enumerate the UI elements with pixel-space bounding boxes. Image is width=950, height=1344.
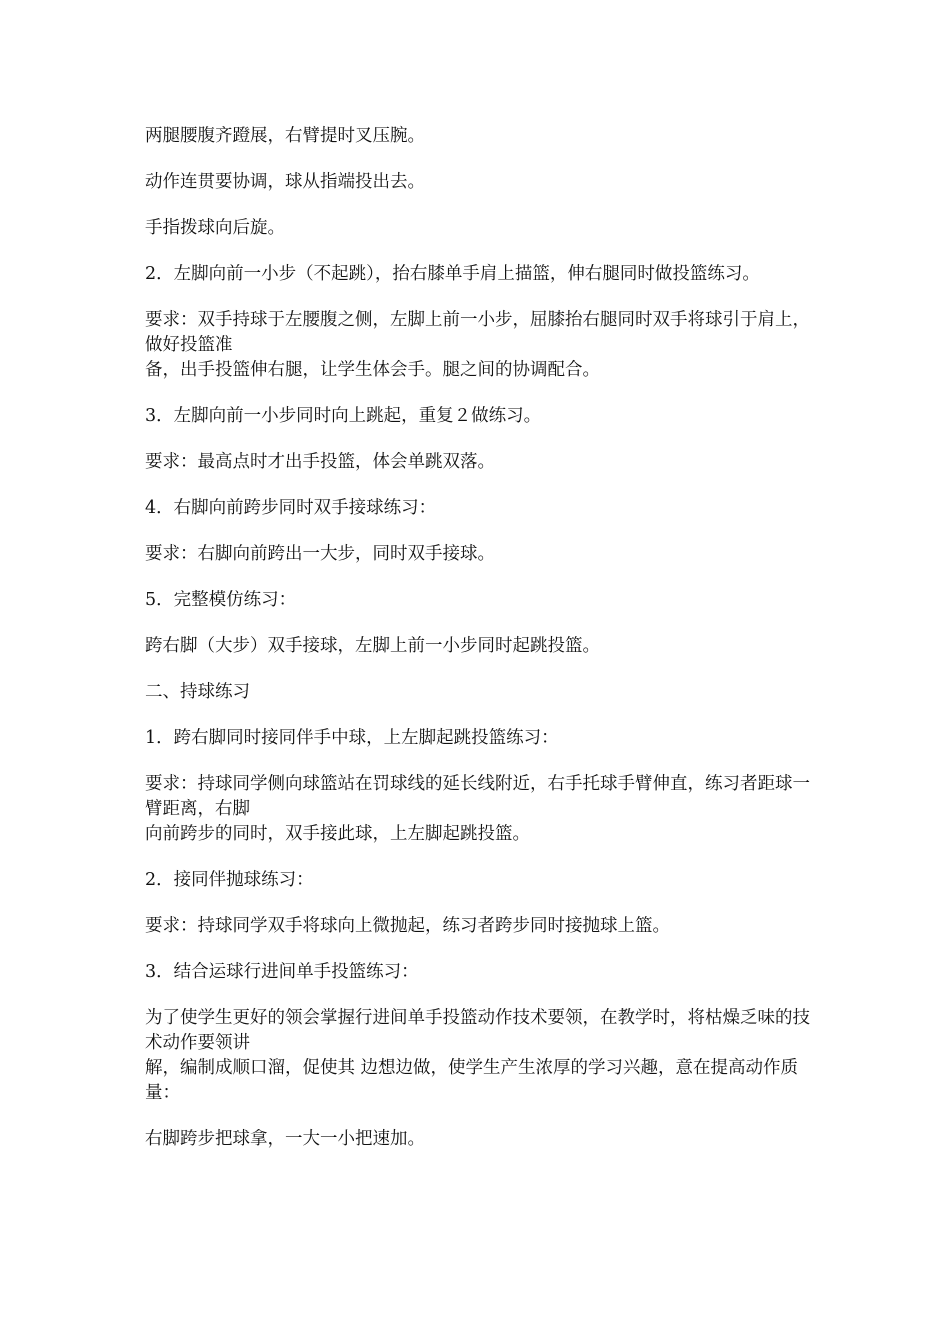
paragraph [145,726,815,751]
document-body [145,124,815,1173]
paragraph [145,124,815,149]
paragraph [145,404,815,429]
paragraph-line: 3．结合运球行进间单手投篮练习： [145,962,419,982]
paragraph [145,588,815,613]
paragraph [145,262,815,287]
paragraph [145,1006,815,1106]
paragraph-line: 右脚跨步把球拿，一大一小把速加。 [145,1129,425,1149]
paragraph [145,450,815,475]
paragraph-line: 跨右脚（大步）双手接球，左脚上前一小步同时起跳投篮。 [145,636,600,656]
paragraph [145,496,815,521]
paragraph-line: 两腿腰腹齐蹬展，右臂提时叉压腕。 [145,126,425,146]
paragraph-line: 要求：持球同学双手将球向上微抛起，练习者跨步同时接抛球上篮。 [145,916,670,936]
paragraph [145,960,815,985]
paragraph [145,170,815,195]
paragraph-line: 为了使学生更好的领会掌握行进间单手投篮动作技术要领，在教学时，将枯燥乏味的技术动作要领讲 [145,1008,810,1053]
paragraph [145,1127,815,1152]
paragraph [145,772,815,847]
paragraph-line: 动作连贯要协调，球从指端投出去。 [145,172,425,192]
paragraph [145,216,815,241]
paragraph [145,914,815,939]
paragraph-line: 3．左脚向前一小步同时向上跳起，重复２做练习。 [145,406,542,426]
paragraph-line: 二、持球练习 [145,682,250,702]
paragraph-line: 要求：双手持球于左腰腹之侧，左脚上前一小步，屈膝抬右腿同时双手将球引于肩上，做好投篮准 [145,310,810,355]
paragraph-line: 2．接同伴抛球练习： [145,870,314,890]
paragraph [145,868,815,893]
paragraph-line: 1．跨右脚同时接同伴手中球，上左脚起跳投篮练习： [145,728,559,748]
paragraph-line: 备，出手投篮伸右腿，让学生体会手。腿之间的协调配合。 [145,360,600,380]
paragraph-line: 解，编制成顺口溜，促使其 边想边做，使学生产生浓厚的学习兴趣，意在提高动作质量： [145,1058,799,1103]
paragraph [145,634,815,659]
paragraph-line: 要求：右脚向前跨出一大步，同时双手接球。 [145,544,495,564]
paragraph-line: 2．左脚向前一小步（不起跳），抬右膝单手肩上描篮，伸右腿同时做投篮练习。 [145,264,760,284]
paragraph-line: 要求：最高点时才出手投篮，体会单跳双落。 [145,452,495,472]
paragraph-line: 向前跨步的同时，双手接此球，上左脚起跳投篮。 [145,824,530,844]
paragraph-line: 要求：持球同学侧向球篮站在罚球线的延长线附近，右手托球手臂伸直，练习者距球一臂距离，右脚 [145,774,810,819]
paragraph-line: 手指拨球向后旋。 [145,218,285,238]
paragraph-line: 5．完整模仿练习： [145,590,297,610]
paragraph [145,542,815,567]
paragraph [145,680,815,705]
paragraph [145,308,815,383]
paragraph-line: 4．右脚向前跨步同时双手接球练习： [145,498,437,518]
